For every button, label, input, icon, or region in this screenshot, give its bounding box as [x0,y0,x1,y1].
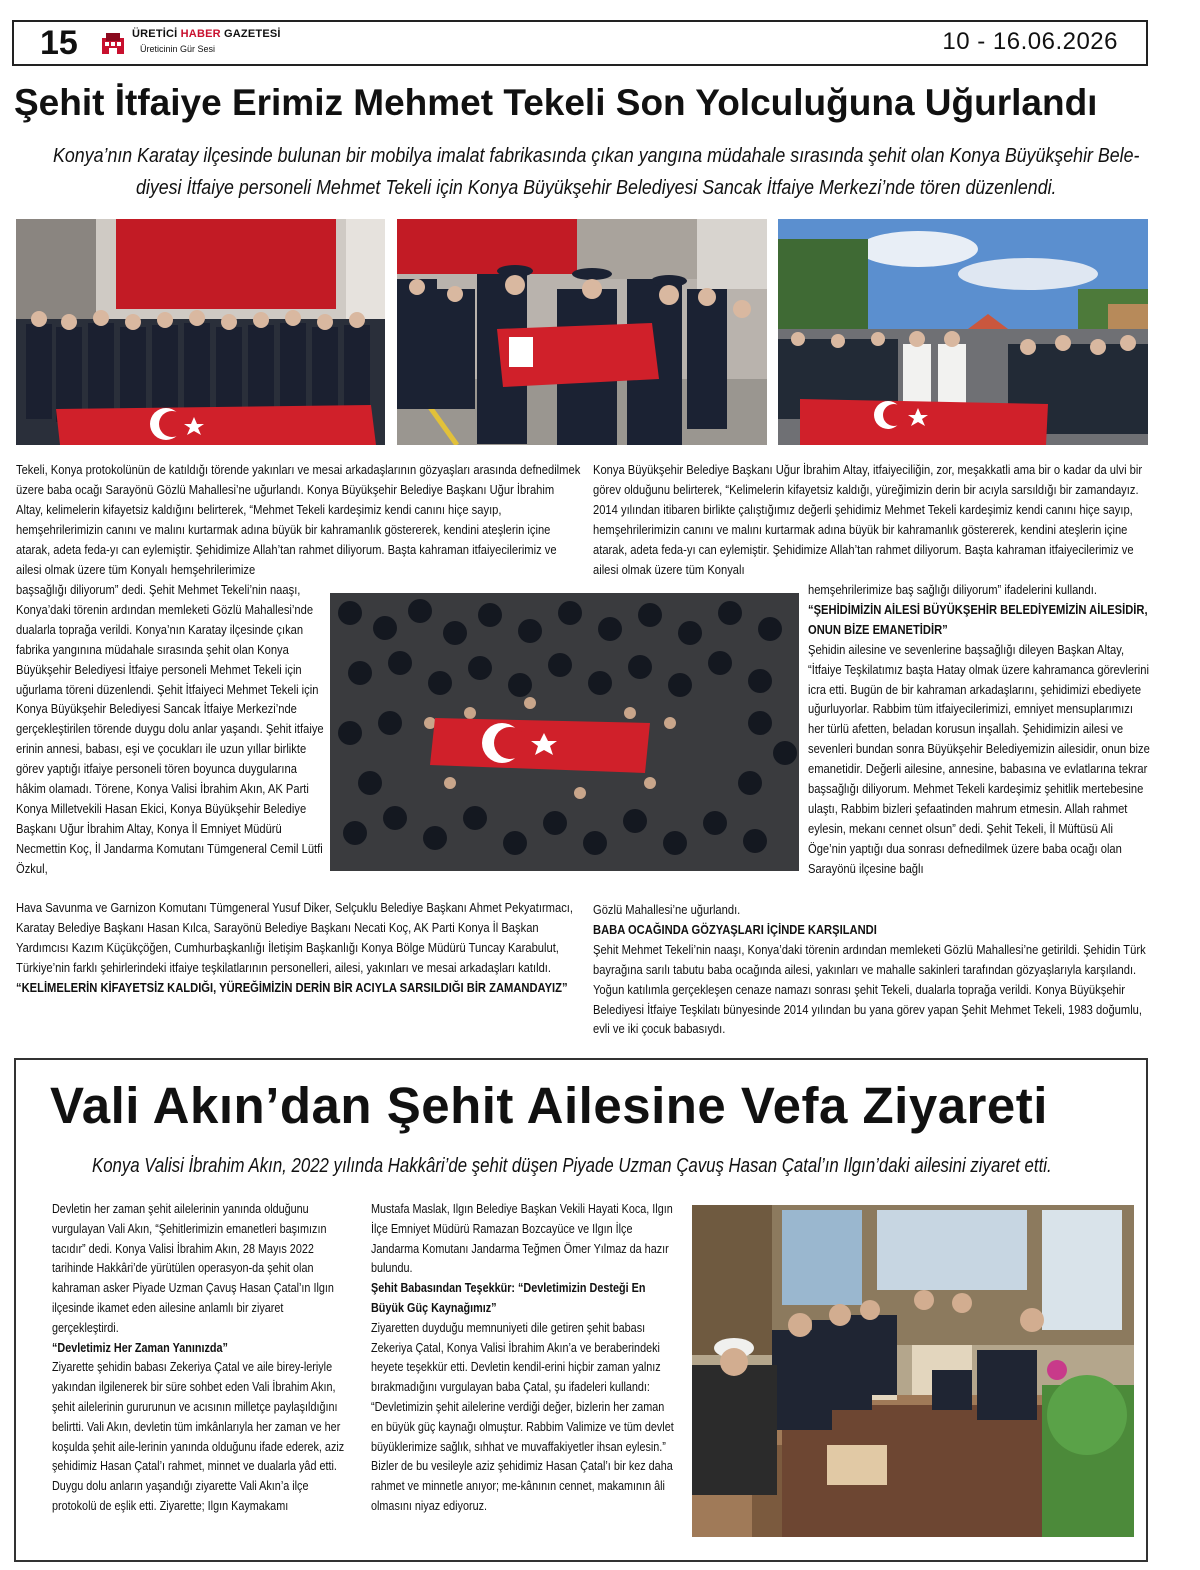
coffin-carrying-photo [397,219,767,445]
article1-right-subhead2: BABA OCAĞINDA GÖZYAŞLARI İÇİNDE KARŞILANDI [593,921,877,937]
article2-col1-subhead: “Devletimiz Her Zaman Yanınızda” [52,1339,228,1355]
aerial-coffin-photo [330,593,799,871]
article1-left-narrow-text: başsağlığı diliyorum” dedi. Şehit Mehmet Tekeli’nin naaşı, Konya’daki törenin ardından memleketi Gözlü Mahallesi’nde dualarla toprağa verildi. Konya’nın Karatay ilçesinde çıkan fabrika yangınına müdahale sırasında şehit olan Konya Büyükşehir Belediyesi İtfaiye personeli Mehmet Tekeli için uğurlama töreni düzenlendi. Şehit İtfaiyeci Mehmet Tekeli için Konya Büyükşehir Belediyesi Sancak İtfaiye Merkezi’nde gerçekleştirilen törende duygu dolu anlar yaşandı. Şehit itfaiye erinin annesi, babası, eşi ve çocukları ile uzun yıllar birlikte görev yaptığı itfaiye personeli tören boyunca duygularına hâkim olamadı. Törene, Konya Valisi İbrahim Akın, AK Parti Konya Milletvekili Hasan Ekici, Konya Büyükşehir Belediye Başkanı Uğur İbrahim Altay, Konya İl Emniyet Müdürü Necmettin Koç, İl Jandarma Komutanı Tümgeneral Cemil Lütfi Özkul, [16,582,324,876]
ceremony-photo [16,219,385,445]
article1-right-narrow-text: hemşehrilerimize baş sağlığı diliyorum” ifadelerini kullandı. “ŞEHİDİMİZİN AİLESİ BÜYÜKŞEHİR BELEDİYEMİZİN AİLESİDİR, ONUN BİZE EMANETİDİR” Şehidin ailesine ve sevenlerine başsağlığı dileyen Başkan Altay, “İtfaiye Teşkilatımız başta Hatay olmak üzere kahramanca görevlerini icra etti. Bugün de bir kahraman arkadaşlarını, şehidimizi ebediyete uğurluyorlar. Rabbim tüm itfaiyecilerimizi, emniyet mensuplarımızı her türlü afetten, beladan korusun inşallah. Şehidimizin ailesi ve sevenleri bundan sonra Büyükşehir Belediyemizin ailesidir, onun bize emanetidir. Değerli ailesine, annesine, babasına ve evlatlarına tekrar başsağlığı diliyorum. Mehmet Tekeli kardeşimiz şehitlik mertebesine ulaştı, Rabbim bizleri şefaatinden mahrum etmesin. Allah rahmet eylesin, mekanı cennet olsun” dedi. Şehit Tekeli, İl Müftüsü Ali Öge’nin yaptığı dua sonrası defnedilmek üzere baba ocağı olan Sarayönü ilçesine bağlı [808,580,1152,879]
page-header [12,20,1148,66]
newspaper-logo-icon [100,30,126,56]
article1-left-subhead: “KELİMELERİN KİFAYETSİZ KALDIĞI, YÜREĞİMİZİN DERİN BİR ACIYLA SARSILDIĞI BİR ZAMANDAYIZ” [16,979,568,995]
article2-column1: Devletin her zaman şehit ailelerinin yanında olduğunu vurgulayan Vali Akın, “Şehitlerimizin emanetleri başımızın tacıdır” dedi. Konya Valisi İbrahim Akın, 28 Mayıs 2022 tarihinde Hakkâri’de yürütülen operasyon-da şehit olan kahraman asker Piyade Uzman Çavuş Hasan Çatal’ın Ilgın ilçesinde ikamet eden ailesine anlamlı bir ziyaret gerçekleştirdi. “Devletimiz Her Zaman Yanınızda” Ziyarette şehidin babası Zekeriya Çatal ve aile birey-leriyle yakından ilgilenerek bir süre sohbet eden Vali İbrahim Akın, şehit ailelerinin gururunun ve acısının milletçe paylaşıldığını belirtti. Vali Akın, devletin tüm imkânlarıyla her zaman ve her koşulda şehit aile-lerinin yanında olduğunu ifade ederek, aziz şehidimiz Hasan Çatal’ı rahmet, minnet ve dualarla yâd etti. Duygu dolu anların yaşandığı ziyarette Vali Akın’a ilçe protokolü de eşlik etti. Ziyarette; Ilgın Kaymakamı [52,1201,345,1513]
article1-right-top-text: Konya Büyükşehir Belediye Başkanı Uğur İbrahim Altay, itfaiyeciliğin, zor, meşakkatli ama bir o kadar da ulvi bir görev olduğunu belirterek, “Kelimelerin kifayetsiz kaldığı, yüreğimizin derin bir acıyla sarsıldığı bir zamandayız. 2014 yılından itibaren birlikte çalıştığımız değerli şehidimiz Mehmet Tekeli kardeşimiz kendi canını hiçe sayıp, hemşehrilerimizin canını ve malını kurtarmak adına büyük bir kahramanlık göstererek, kendini ateşlerin içine atarak, adeta feda-yı can eylemiştir. Şehidimize Allah’tan rahmet diliyorum. Başta kahraman itfaiyecilerimiz ve ailesi olmak üzere tüm Konyalı [593,462,1143,577]
article1-left-bottom-text: Hava Savunma ve Garnizon Komutanı Tümgeneral Yusuf Diker, Selçuklu Belediye Başkanı Ahmet Pekyatırmacı, Karatay Belediye Başkanı Hasan Kılca, Sarayönü Belediye Başkanı Necati Koç, AK Parti Konya İl Başkan Yardımcısı Kazım Küçükçöğen, Cumhurbaşkanlığı İletişim Başkanlığı Konya Bölge Müdürü Tuncay Karabulut, Türkiye’nin farklı şehirlerindeki itfaiye teşkilatlarının personelleri, ailesi, yakınları ve mesai arkadaşları katıldı. “KELİMELERİN KİFAYETSİZ KALDIĞI, YÜREĞİMİZİN DERİN BİR ACIYLA SARSILDIĞI BİR ZAMANDAYIZ” [16,898,584,998]
newspaper-slogan: Üreticinin Gür Sesi [140,44,216,54]
article1-left-top-text: Tekeli, Konya protokolünün de katıldığı törende yakınları ve mesai arkadaşlarının gözyaşları arasında defnedilmek üzere baba ocağı Sarayönü Gözlü Mahallesi’ne uğurlandı. Konya Büyükşehir Belediye Başkanı Uğur İbrahim Altay, kelimelerin kifayetsiz kaldığını belirterek, “Mehmet Tekeli kardeşimiz kendi canını hiçe sayıp, hemşehrilerimizin canını ve malını kurtarmak adına büyük bir kahramanlık göstererek, kendini ateşlerin içine atarak, adeta feda-yı can eylemiştir. Şehidimize Allah’tan rahmet diliyorum. Başta kahraman itfaiyecilerimiz ve ailesi olmak üzere tüm Konyalı hemşehrilerimize [16,462,581,577]
article1-headline: Şehit İtfaiye Erimiz Mehmet Tekeli Son Yolculuğuna Uğurlandı [14,82,1098,123]
newspaper-title: ÜRETİCİ HABER GAZETESİ [132,28,281,40]
issue-date: 10 - 16.06.2026 [942,28,1118,55]
article2-col2-subhead: Şehit Babasından Teşekkür: “Devletimizin Desteği En Büyük Güç Kaynağımız” [371,1280,646,1315]
article2-lead: Konya Valisi İbrahim Akın, 2022 yılında Hakkâri’de şehit düşen Piyade Uzman Çavuş Hasan Çatal’ın Ilgın’daki ailesini ziyaret etti. [92,1155,1052,1177]
funeral-prayer-photo [778,219,1148,445]
article2-headline: Vali Akın’dan Şehit Ailesine Vefa Ziyareti [50,1077,1048,1134]
article1-lead: Konya’nın Karatay ilçesinde bulunan bir mobilya imalat fabrikasında çıkan yangına müdahale sırasında şehit olan Konya Büyükşehir Bele- diyesi İtfaiye personeli Mehmet Tekeli için Konya Büyükşehir Belediyesi Sancak İtfaiye Merkezi’nde tören düzenlendi. [53,145,1140,199]
family-visit-photo [692,1205,1134,1537]
article2-column2: Mustafa Maslak, Ilgın Belediye Başkan Vekili Hayati Koca, Ilgın İlçe Emniyet Müdürü Ramazan Bozcayüce ve Ilgın İlçe Jandarma Komutanı Jandarma Teğmen Ömer Yılmaz da hazır bulundu. Şehit Babasından Teşekkür: “Devletimizin Desteği En Büyük Güç Kaynağımız” Ziyaretten duyduğu memnuniyeti dile getiren şehit babası Zekeriya Çatal, Konya Valisi İbrahim Akın’a ve beraberindeki heyete teşekkür etti. Devletin kendil-erini hiçbir zaman yalnız bırakmadığını vurgulayan baba Çatal, şu ifadeleri kullandı: “Devletimizin şehit ailelerine verdiği değer, bizlerin her zaman en büyük güç kaynağı olmuştur. Rabbim Valimize ve tüm devlet büyüklerimize sağlık, sıhhat ve muvaffakiyetler ihsan eylesin.” Bizler de bu vesileyle aziz şehidimiz Hasan Çatal’ı bir kez daha rahmet ve minnetle anıyor; me-kânının cennet, makamının âli olmasını niyaz ediyoruz. [371,1201,674,1513]
article1-right-bottom-text: Gözlü Mahallesi’ne uğurlandı. BABA OCAĞINDA GÖZYAŞLARI İÇİNDE KARŞILANDI Şehit Mehmet Tekeli’nin naaşı, Konya’daki törenin ardından memleketi Gözlü Mahallesi’ne getirildi. Şehidin Türk bayrağına sarılı tabutu baba ocağında ailesi, yakınları ve mahalle sakinleri tarafından gözyaşlarıyla karşılandı. Yoğun katılımla gerçekleşen cenaze namazı sonrası şehit Tekeli, dualarla toprağa verildi. Konya Büyükşehir Belediyesi İtfaiye Teşkilatı bünyesinde 2014 yılından bu yana görev yapan Şehit Mehmet Tekeli, 1983 doğumlu, evli ve iki çocuk babasıydı. [593,900,1150,1039]
article1-right-subhead1: “ŞEHİDİMİZİN AİLESİ BÜYÜKŞEHİR BELEDİYEMİZİN AİLESİDİR, ONUN BİZE EMANETİDİR” [808,601,1148,637]
page-number: 15 [40,24,78,62]
